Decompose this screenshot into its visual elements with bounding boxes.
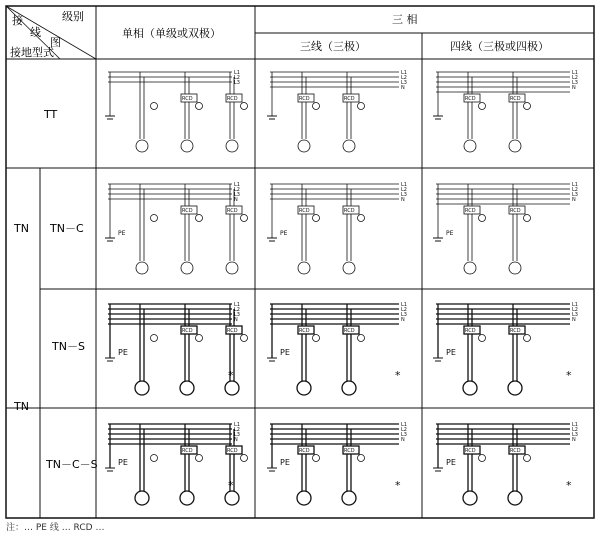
motor-symbol: [135, 381, 149, 395]
row-tn-c-s-label: TN－C－S: [46, 458, 98, 471]
wiring-diagrams: [105, 70, 578, 505]
bus-label: N: [401, 437, 405, 443]
bus-label: L2: [572, 187, 578, 193]
motor-symbol: [136, 140, 148, 152]
rcd-label: RCD: [510, 448, 521, 454]
rcd-label: RCD: [299, 208, 310, 214]
motor-symbol: [508, 381, 522, 395]
lamp-symbol: [196, 335, 203, 342]
rcd-label: RCD: [465, 328, 476, 334]
bus-label: L3: [234, 192, 240, 198]
lamp-symbol: [151, 215, 158, 222]
lamp-symbol: [479, 335, 486, 342]
rcd-label: RCD: [182, 96, 193, 102]
rcd-label: RCD: [465, 208, 476, 214]
pe-label: PE: [446, 230, 454, 237]
rcd-label: RCD: [299, 96, 310, 102]
bus-label: L2: [401, 187, 407, 193]
pe-label: PE: [446, 458, 456, 467]
lamp-symbol: [313, 103, 320, 110]
rcd-label: RCD: [465, 448, 476, 454]
motor-symbol: [297, 381, 311, 395]
rcd-label: RCD: [344, 448, 355, 454]
bus-label: L1: [401, 422, 407, 428]
motor-symbol: [464, 262, 476, 274]
pe-label: PE: [118, 348, 128, 357]
motor-symbol: [181, 262, 193, 274]
rcd-label: RCD: [182, 328, 193, 334]
corner-xian-label: 线: [30, 26, 41, 39]
bus-label: N: [234, 317, 238, 323]
motor-symbol: [298, 262, 310, 274]
corner-jie-label: 接: [12, 14, 23, 27]
bus-label: L2: [401, 427, 407, 433]
motor-symbol: [463, 381, 477, 395]
motor-symbol: [225, 491, 239, 505]
single-phase-header: 单相（单级或双极）: [122, 27, 221, 40]
bus-label: L3: [572, 432, 578, 438]
bus-label: L1: [234, 70, 240, 76]
bus-label: L2: [572, 427, 578, 433]
lamp-symbol: [524, 215, 531, 222]
lamp-symbol: [241, 455, 248, 462]
bus-label: L3: [234, 312, 240, 318]
rcd-label: RCD: [299, 328, 310, 334]
lamp-symbol: [313, 455, 320, 462]
row-tn-lower-label: TN: [14, 400, 29, 413]
rcd-label: RCD: [344, 96, 355, 102]
motor-symbol: [180, 491, 194, 505]
rcd-label: RCD: [344, 328, 355, 334]
pe-label: PE: [280, 230, 288, 237]
motor-symbol: [181, 140, 193, 152]
motor-symbol: [464, 140, 476, 152]
bus-label: L3: [401, 312, 407, 318]
pe-label: PE: [118, 230, 126, 237]
asterisk-mark: *: [566, 479, 572, 492]
bus-label: L1: [572, 182, 578, 188]
lamp-symbol: [358, 215, 365, 222]
bus-label: N: [234, 197, 238, 203]
four-wire-header: 四线（三极或四极）: [450, 40, 549, 53]
rcd-label: RCD: [344, 208, 355, 214]
lamp-symbol: [241, 103, 248, 110]
bus-label: L1: [234, 182, 240, 188]
bus-label: N: [401, 197, 405, 203]
motor-symbol: [509, 262, 521, 274]
rcd-label: RCD: [299, 448, 310, 454]
motor-symbol: [135, 491, 149, 505]
lamp-symbol: [358, 455, 365, 462]
asterisk-mark: *: [395, 479, 401, 492]
lamp-symbol: [479, 455, 486, 462]
table-grid: [6, 6, 594, 518]
rcd-label: RCD: [182, 208, 193, 214]
asterisk-mark: *: [228, 479, 234, 492]
bus-label: L1: [401, 70, 407, 76]
corner-tu-label: 图: [50, 36, 61, 49]
lamp-symbol: [524, 103, 531, 110]
bus-label: L1: [572, 302, 578, 308]
motor-symbol: [342, 491, 356, 505]
motor-symbol: [136, 262, 148, 274]
lamp-symbol: [479, 215, 486, 222]
row-tn-label: TN: [14, 222, 29, 235]
bus-label: L3: [234, 432, 240, 438]
motor-symbol: [509, 140, 521, 152]
corner-level-label: 级别: [62, 10, 84, 23]
bus-label: L2: [572, 307, 578, 313]
bus-label: N: [572, 197, 576, 203]
lamp-symbol: [524, 335, 531, 342]
pe-label: PE: [446, 348, 456, 357]
bus-label: L3: [234, 80, 240, 86]
lamp-symbol: [479, 103, 486, 110]
motor-symbol: [226, 140, 238, 152]
bus-label: L3: [401, 192, 407, 198]
motor-symbol: [297, 491, 311, 505]
bus-label: N: [401, 317, 405, 323]
lamp-symbol: [241, 215, 248, 222]
row-tn-s-label: TN－S: [52, 340, 85, 353]
lamp-symbol: [151, 103, 158, 110]
asterisk-mark: *: [566, 369, 572, 382]
bus-label: N: [572, 85, 576, 91]
rcd-label: RCD: [182, 448, 193, 454]
bus-label: N: [401, 85, 405, 91]
bus-label: L1: [572, 70, 578, 76]
bus-label: N: [572, 437, 576, 443]
bus-label: L3: [401, 432, 407, 438]
bus-label: L1: [572, 422, 578, 428]
rcd-label: RCD: [510, 96, 521, 102]
bus-label: L1: [401, 302, 407, 308]
bus-label: L3: [572, 312, 578, 318]
lamp-symbol: [196, 103, 203, 110]
bus-label: L2: [234, 187, 240, 193]
pe-label: PE: [280, 458, 290, 467]
rcd-label: RCD: [227, 448, 238, 454]
motor-symbol: [463, 491, 477, 505]
motor-symbol: [298, 140, 310, 152]
lamp-symbol: [313, 215, 320, 222]
lamp-symbol: [524, 455, 531, 462]
lamp-symbol: [196, 455, 203, 462]
motor-symbol: [342, 381, 356, 395]
pe-label: PE: [280, 348, 290, 357]
asterisk-mark: *: [228, 369, 234, 382]
lamp-symbol: [313, 335, 320, 342]
bus-label: L1: [234, 422, 240, 428]
corner-grounding-label: 接地型式: [10, 46, 54, 59]
bus-label: L2: [401, 307, 407, 313]
motor-symbol: [343, 140, 355, 152]
motor-symbol: [226, 262, 238, 274]
bus-label: L2: [234, 75, 240, 81]
motor-symbol: [225, 381, 239, 395]
lamp-symbol: [151, 455, 158, 462]
rcd-label: RCD: [510, 208, 521, 214]
rcd-label: RCD: [227, 96, 238, 102]
row-tn-c-label: TN－C: [50, 222, 84, 235]
bus-label: N: [234, 437, 238, 443]
bus-label: L2: [234, 307, 240, 313]
lamp-symbol: [241, 335, 248, 342]
pe-label: PE: [118, 458, 128, 467]
bus-label: L1: [234, 302, 240, 308]
lamp-symbol: [196, 215, 203, 222]
rcd-label: RCD: [465, 96, 476, 102]
rcd-label: RCD: [510, 328, 521, 334]
bus-label: L2: [572, 75, 578, 81]
footnote: 注：… PE 线 … RCD …: [6, 523, 105, 533]
bus-label: L3: [572, 192, 578, 198]
bus-label: L1: [401, 182, 407, 188]
bus-label: L2: [234, 427, 240, 433]
bus-label: L2: [401, 75, 407, 81]
bus-label: L3: [401, 80, 407, 86]
asterisk-mark: *: [395, 369, 401, 382]
motor-symbol: [343, 262, 355, 274]
bus-label: L3: [572, 80, 578, 86]
motor-symbol: [508, 491, 522, 505]
bus-label: N: [572, 317, 576, 323]
lamp-symbol: [358, 335, 365, 342]
row-tt-label: TT: [44, 108, 58, 121]
lamp-symbol: [358, 103, 365, 110]
lamp-symbol: [151, 335, 158, 342]
three-wire-header: 三线（三极）: [300, 40, 366, 53]
three-phase-header: 三 相: [392, 13, 418, 26]
motor-symbol: [180, 381, 194, 395]
rcd-label: RCD: [227, 328, 238, 334]
rcd-label: RCD: [227, 208, 238, 214]
